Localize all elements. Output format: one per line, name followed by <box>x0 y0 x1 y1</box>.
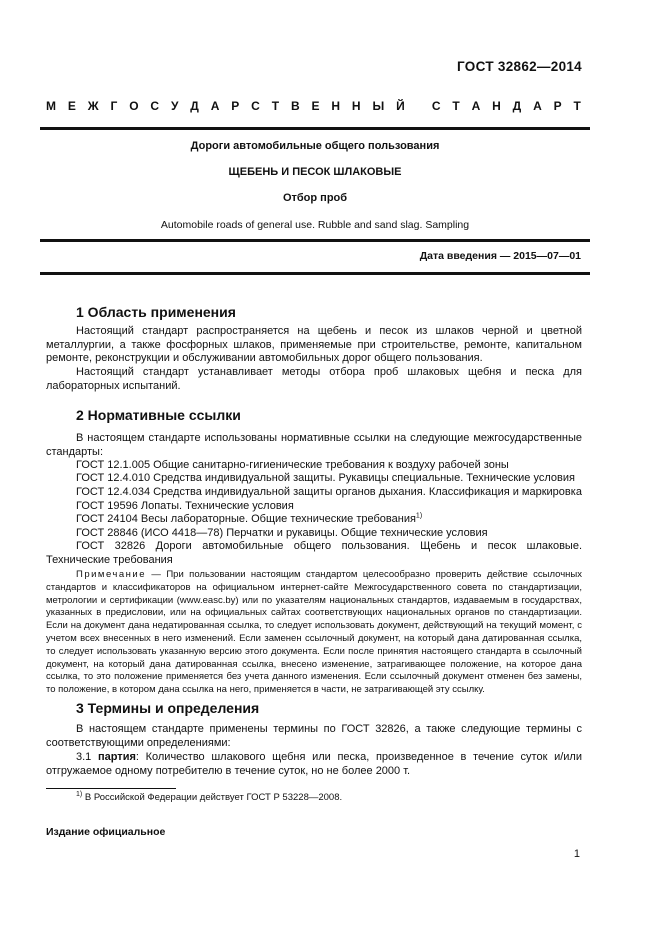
banner-letter: С <box>150 99 160 113</box>
banner-letter: О <box>129 99 139 113</box>
banner-gap <box>417 99 420 113</box>
footnote <box>76 792 342 803</box>
banner-letter: С <box>431 99 441 113</box>
edition-label: Издание официальное <box>46 826 166 838</box>
banner-letter: Т <box>271 99 280 113</box>
banner-letter: Д <box>190 99 199 113</box>
date-rule <box>40 272 590 275</box>
banner-letter: Е <box>311 99 320 113</box>
banner-letter: Р <box>231 99 240 113</box>
term-number: 3.1 <box>76 751 98 763</box>
banner-letter: Д <box>512 99 522 113</box>
note-block <box>46 569 582 697</box>
banner-letter: Й <box>396 99 405 113</box>
banner-letter: У <box>170 99 179 113</box>
page-number: 1 <box>573 848 580 860</box>
title-line-2: ЩЕБЕНЬ И ПЕСОК ШЛАКОВЫЕ <box>228 166 402 178</box>
term-text: : Количество шлакового щебня или песка, произведенное в течение суток и/или отгружаемое одному потребителю в течение суток, но не более 2000 т. <box>46 751 582 777</box>
banner-letter: А <box>533 99 542 113</box>
term-definition <box>46 751 582 778</box>
section-2-heading: 2 Нормативные ссылки <box>76 407 241 423</box>
banner-letter: Н <box>351 99 361 113</box>
section-1-heading: 1 Область применения <box>76 304 236 320</box>
banner-letter: Ж <box>87 99 99 113</box>
reference-item-with-footnote <box>76 513 582 527</box>
reference-item: ГОСТ 12.4.034 Средства индивидуальной защиты органов дыхания. Классификация и маркировка <box>76 486 582 498</box>
section-3-intro: В настоящем стандарте применены термины по ГОСТ 32826, а также следующие термины с соответствующими определениями: <box>46 723 582 749</box>
standard-banner <box>46 99 581 113</box>
title-line-1: Дороги автомобильные общего пользования <box>190 140 440 152</box>
reference-text: ГОСТ 24104 Весы лабораторные. Общие технические требования <box>76 513 416 525</box>
title-english: Automobile roads of general use. Rubble and sand slag. Sampling <box>160 219 470 231</box>
banner-letter: Г <box>110 99 118 113</box>
top-rule <box>40 127 590 130</box>
title-line-3: Отбор проб <box>282 192 348 204</box>
footnote-text: В Российской Федерации действует ГОСТ Р 53228—2008. <box>82 792 343 803</box>
footnote-ref: 1) <box>415 512 423 520</box>
reference-item: ГОСТ 19596 Лопаты. Технические условия <box>76 500 294 512</box>
banner-letter: Т <box>573 99 581 113</box>
reference-item: ГОСТ 32826 Дороги автомобильные общего пользования. Щебень и песок шлаковые. Технические требования <box>46 540 582 566</box>
section-1-paragraph-1: Настоящий стандарт распространяется на щебень и песок из шлаков черной и цветной металлургии, а также фосфорных шлаков, применяемые при строительстве, ремонте, капитальном ремонте, реконструкции и обслуживании автомобильных дорог общего пользования. <box>46 325 582 365</box>
banner-letter: Т <box>452 99 460 113</box>
term-name: партия <box>97 751 136 763</box>
banner-letter: Н <box>331 99 341 113</box>
reference-item: ГОСТ 12.4.010 Средства индивидуальной защиты. Рукавицы специальные. Технические условия <box>76 472 575 484</box>
banner-letter: А <box>210 99 220 113</box>
banner-letter: Р <box>553 99 562 113</box>
section-2-intro: В настоящем стандарте использованы нормативные ссылки на следующие межгосударственные стандарты: <box>46 432 582 458</box>
banner-letter: Н <box>492 99 501 113</box>
title-rule <box>40 239 590 242</box>
effective-date: Дата введения — 2015—07—01 <box>419 250 581 262</box>
section-1-paragraph-2: Настоящий стандарт устанавливает методы отбора проб шлаковых щебня и песка для лабораторных испытаний. <box>46 366 582 392</box>
footnote-separator <box>46 788 176 789</box>
footnote-mark: 1) <box>76 790 83 798</box>
note-label: Примечание <box>76 569 146 580</box>
banner-letter: М <box>46 99 56 113</box>
document-code: ГОСТ 32862—2014 <box>457 59 582 74</box>
section-3-heading: 3 Термины и определения <box>76 700 260 716</box>
banner-letter: А <box>471 99 481 113</box>
reference-item: ГОСТ 12.1.005 Общие санитарно-гигиенические требования к воздуху рабочей зоны <box>76 459 509 471</box>
note-text: — При пользовании настоящим стандартом целесообразно проверить действие ссылочных стандартов и классификаторов на официальном интернет-сайте Межгосударственного совета по стандартизации, метрологии и сертификации (www.easc.by) или по указателям национальных стандартов, издаваемым в государствах, указанных в предисловии, или на официальных сайтах соответствующих национальных органов по стандартизации. Если на документ дана недатированная ссылка, то следует использовать документ, действующий на текущий момент, с учетом всех внесенных в него изменений. Если заменен ссылочный документ, на который дана датированная ссылка, то следует использовать указанную версию этого документа. Если после принятия настоящего стандарта в ссылочный документ, на который дана датированная ссылка, внесено изменение, затрагивающее положение, на которое дана ссылка, то это положение применяется без учета данного изменения. Если ссылочный документ отменен без замены, то положение, в котором дана ссылка на него, применяется в части, не затрагивающей эту ссылку. <box>46 569 582 696</box>
banner-letter: В <box>290 99 300 113</box>
banner-letter: Ы <box>372 99 385 113</box>
banner-letter: С <box>251 99 260 113</box>
reference-item: ГОСТ 28846 (ИСО 4418—78) Перчатки и рукавицы. Общие технические условия <box>76 527 488 539</box>
banner-letter: Е <box>67 99 76 113</box>
